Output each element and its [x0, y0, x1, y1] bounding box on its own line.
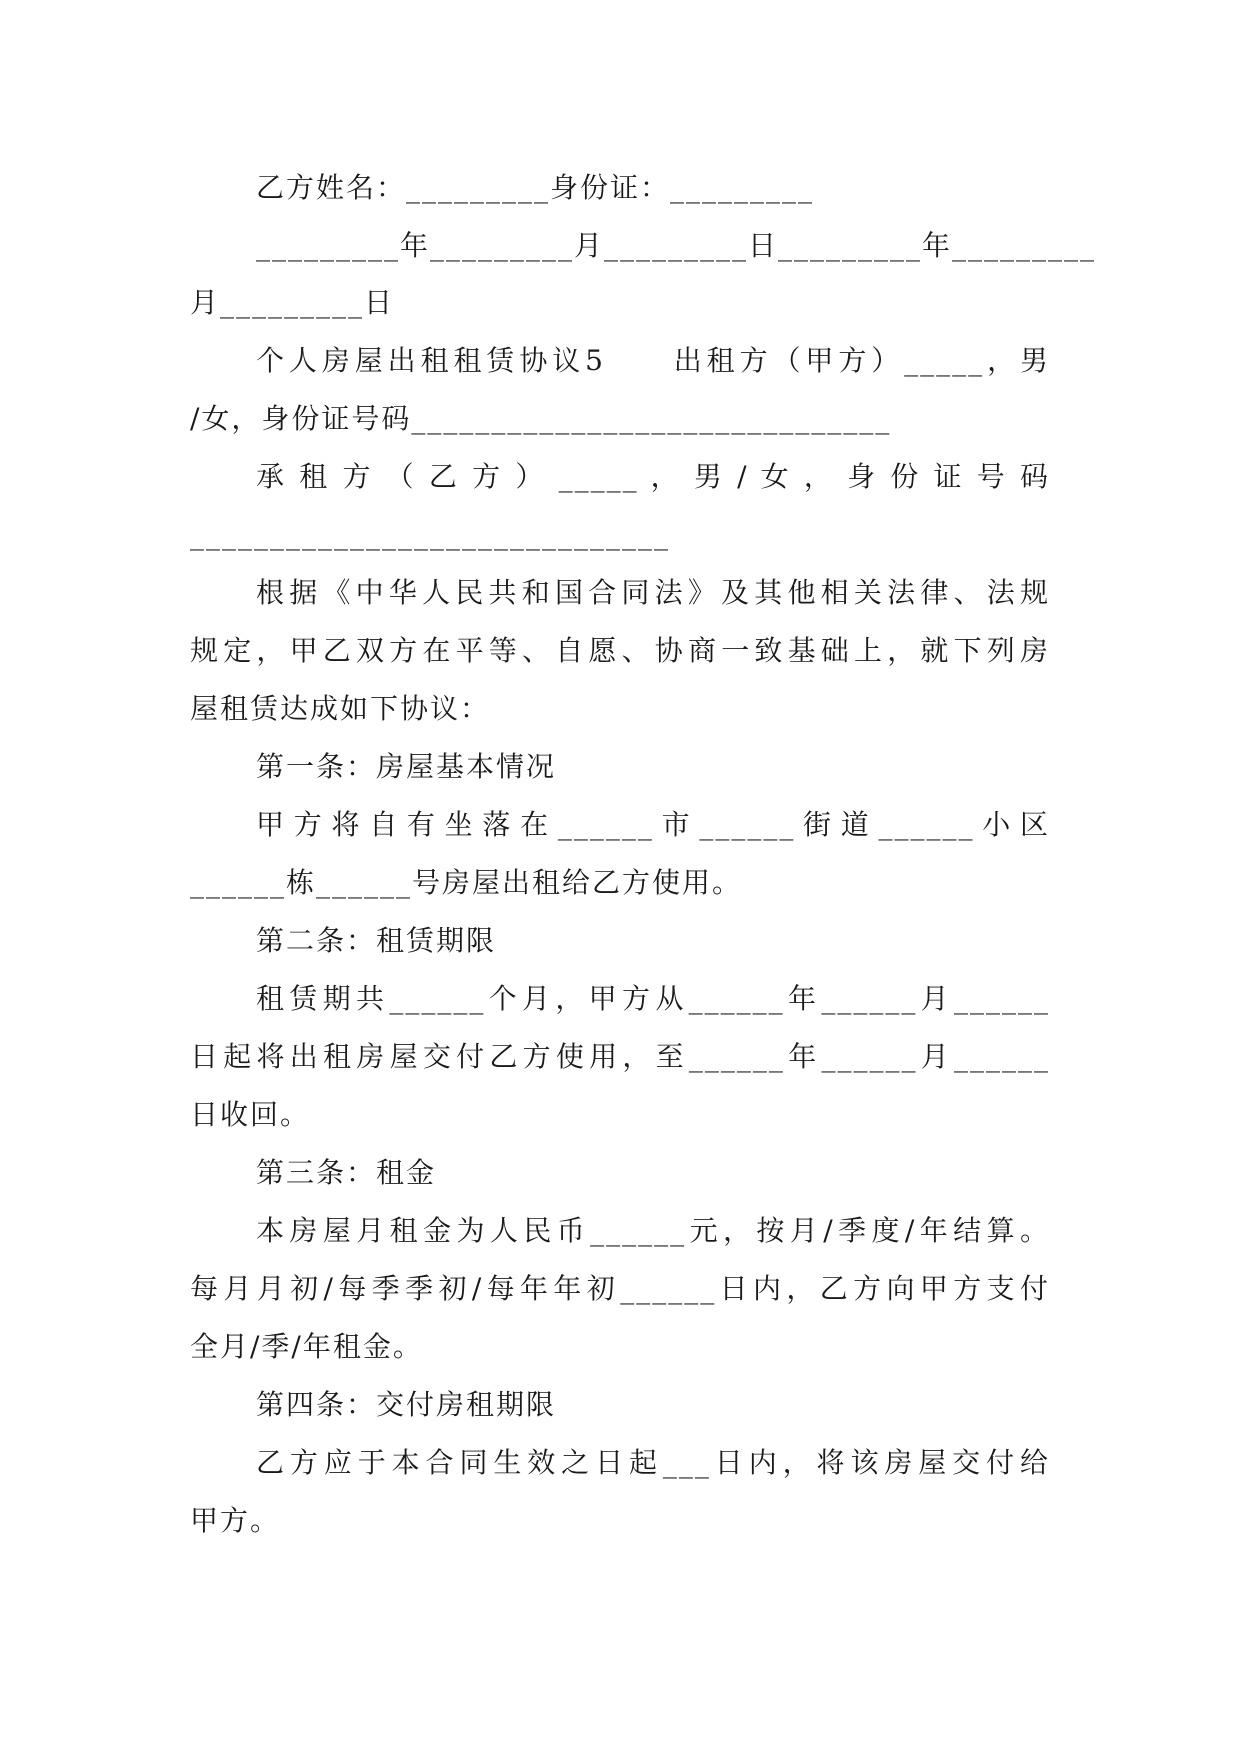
article-2-body-line-2: 日起将出租房屋交付乙方使用，至______年______月______ [190, 1040, 1050, 1073]
article-3-body-line-1: 本房屋月租金为人民币______元，按月/季度/年结算。 [256, 1214, 1050, 1247]
date-range-line: _________年_________月_________日_________年_________ [256, 229, 1097, 262]
article-3-body-line-2: 每月月初/每季季初/每年年初______日内，乙方向甲方支付 [190, 1272, 1050, 1305]
article-2-body-line-1: 租赁期共______个月，甲方从______年______月______ [256, 982, 1050, 1015]
article-4-body-line-2: 甲方。 [190, 1504, 281, 1537]
article-2-heading: 第二条：租赁期限 [256, 924, 497, 957]
article-2-body-line-3: 日收回。 [190, 1098, 311, 1131]
preamble-line-3: 屋租赁达成如下协议： [190, 692, 491, 725]
preamble-line-1: 根据《中华人民共和国合同法》及其他相关法律、法规 [256, 576, 1050, 609]
article-4-heading: 第四条：交付房租期限 [256, 1388, 557, 1421]
article-3-body-line-3: 全月/季/年租金。 [190, 1330, 423, 1363]
article-1-body-line-1: 甲方将自有坐落在______市______街道______小区 [256, 808, 1050, 841]
article-1-body-line-2: ______栋______号房屋出租给乙方使用。 [190, 866, 743, 899]
preamble-line-2: 规定，甲乙双方在平等、自愿、协商一致基础上，就下列房 [190, 634, 1050, 667]
lessee-id-blank: ______________________________ [190, 518, 670, 551]
agreement-title-lessor-line: 个人房屋出租租赁协议5 出租方（甲方）_____，男 [256, 344, 1050, 377]
lessee-line: 承 租 方 （ 乙 方 ） _____ ， 男 / 女 ， 身 份 证 号 码 [256, 460, 1050, 493]
party-b-name-id-line: 乙方姓名：_________身份证：_________ [256, 171, 815, 204]
lessor-id-line: /女，身份证号码______________________________ [190, 402, 892, 435]
date-range-line-end: 月_________日 [190, 286, 395, 319]
article-4-body-line-1: 乙方应于本合同生效之日起___日内，将该房屋交付给 [256, 1446, 1050, 1479]
article-1-heading: 第一条：房屋基本情况 [256, 750, 557, 783]
article-3-heading: 第三条：租金 [256, 1156, 437, 1189]
